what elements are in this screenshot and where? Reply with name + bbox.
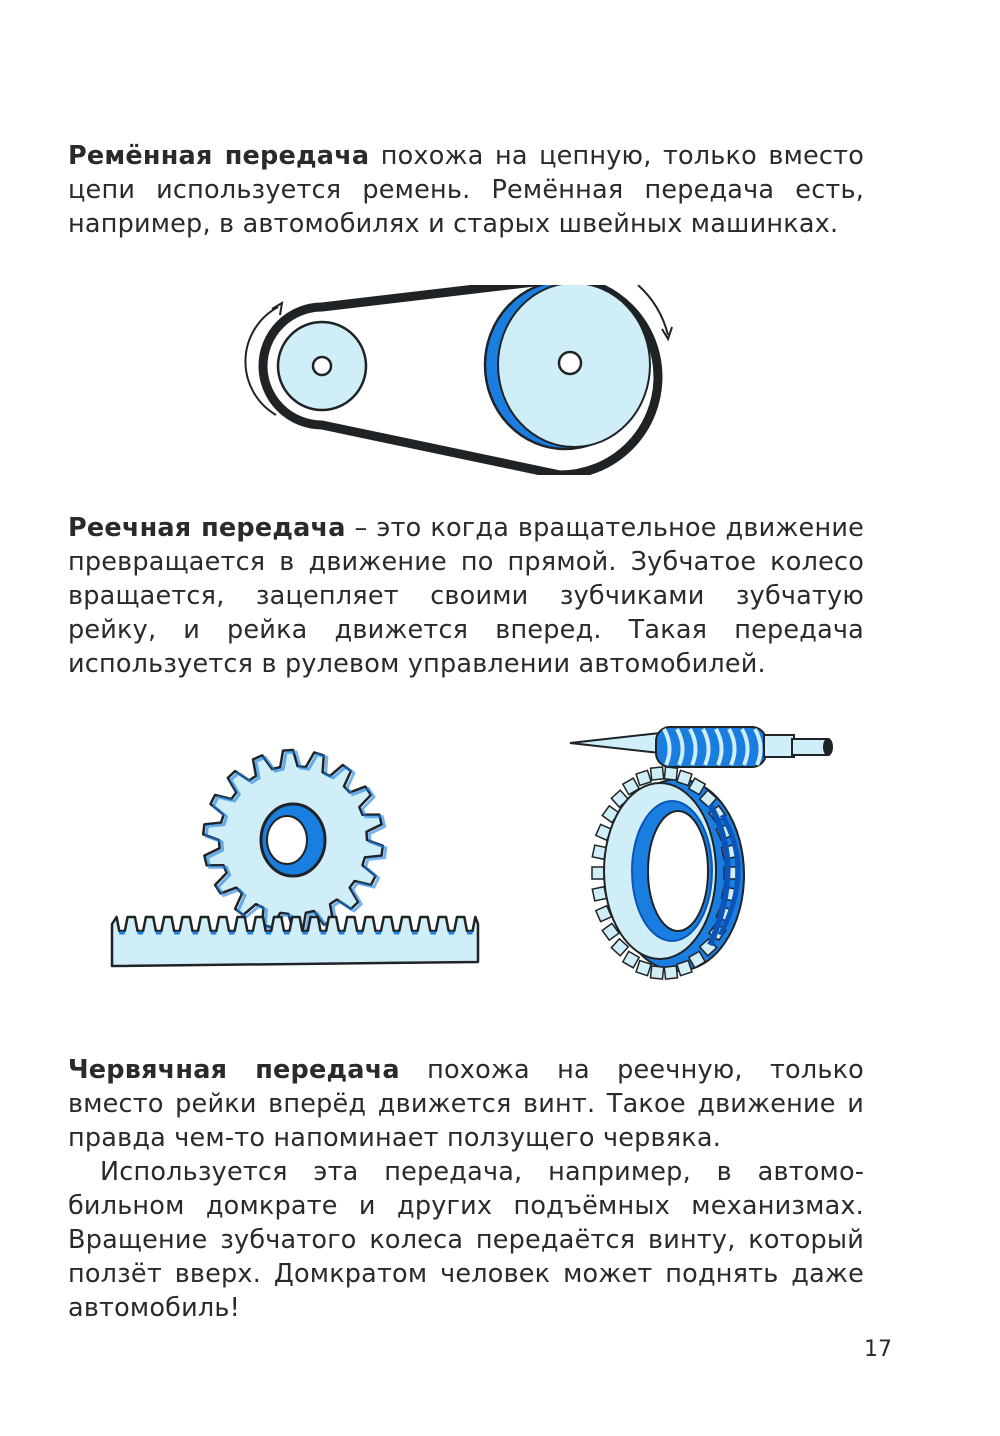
- belt-drive-illustration: [240, 285, 680, 475]
- worm-text: похожа на реечную, только вместо рейки вперёд движется винт. Такое движение и правда чем-то напоминает ползущего червяка.: [68, 1054, 864, 1153]
- small-pulley: [278, 322, 366, 410]
- worm-paragraph: [68, 1053, 864, 1155]
- worm-screw: [570, 727, 833, 767]
- rack-term: Реечная передача: [68, 512, 346, 543]
- worm-wheel: [592, 767, 744, 979]
- belt-text: похожа на цепную, только вместо цепи используется ремень. Ремённая передача есть, например, в автомобилях и старых швейных машинках.: [68, 140, 864, 239]
- page-number: 17: [864, 1337, 892, 1362]
- belt-paragraph: [68, 139, 864, 241]
- rack-paragraph: [68, 511, 864, 681]
- large-pulley: [485, 285, 650, 449]
- worm-gear-illustration: [560, 695, 850, 985]
- worm-paragraph-2: Используется эта передача, например, в автомобильном домкрате и других подъёмных механизмах. Вращение зубчатого колеса передаётся винту, который ползёт вверх. Домкратом человек может поднять даже автомобиль!: [68, 1156, 864, 1323]
- rack-text: – это когда вращательное движение превращается в движение по прямой. Зубчатое колесо вращается, зацепляет своими зубчиками зубчатую рейку, и рейка движется вперед. Такая передача используется в рулевом управлении автомобилей.: [68, 512, 864, 679]
- rack-and-pinion-illustration: [100, 730, 490, 975]
- belt-term: Ремённая передача: [68, 140, 370, 171]
- pinion-gear: [203, 750, 386, 932]
- worm-term: Червячная передача: [68, 1054, 400, 1085]
- gear-rack: [112, 917, 478, 966]
